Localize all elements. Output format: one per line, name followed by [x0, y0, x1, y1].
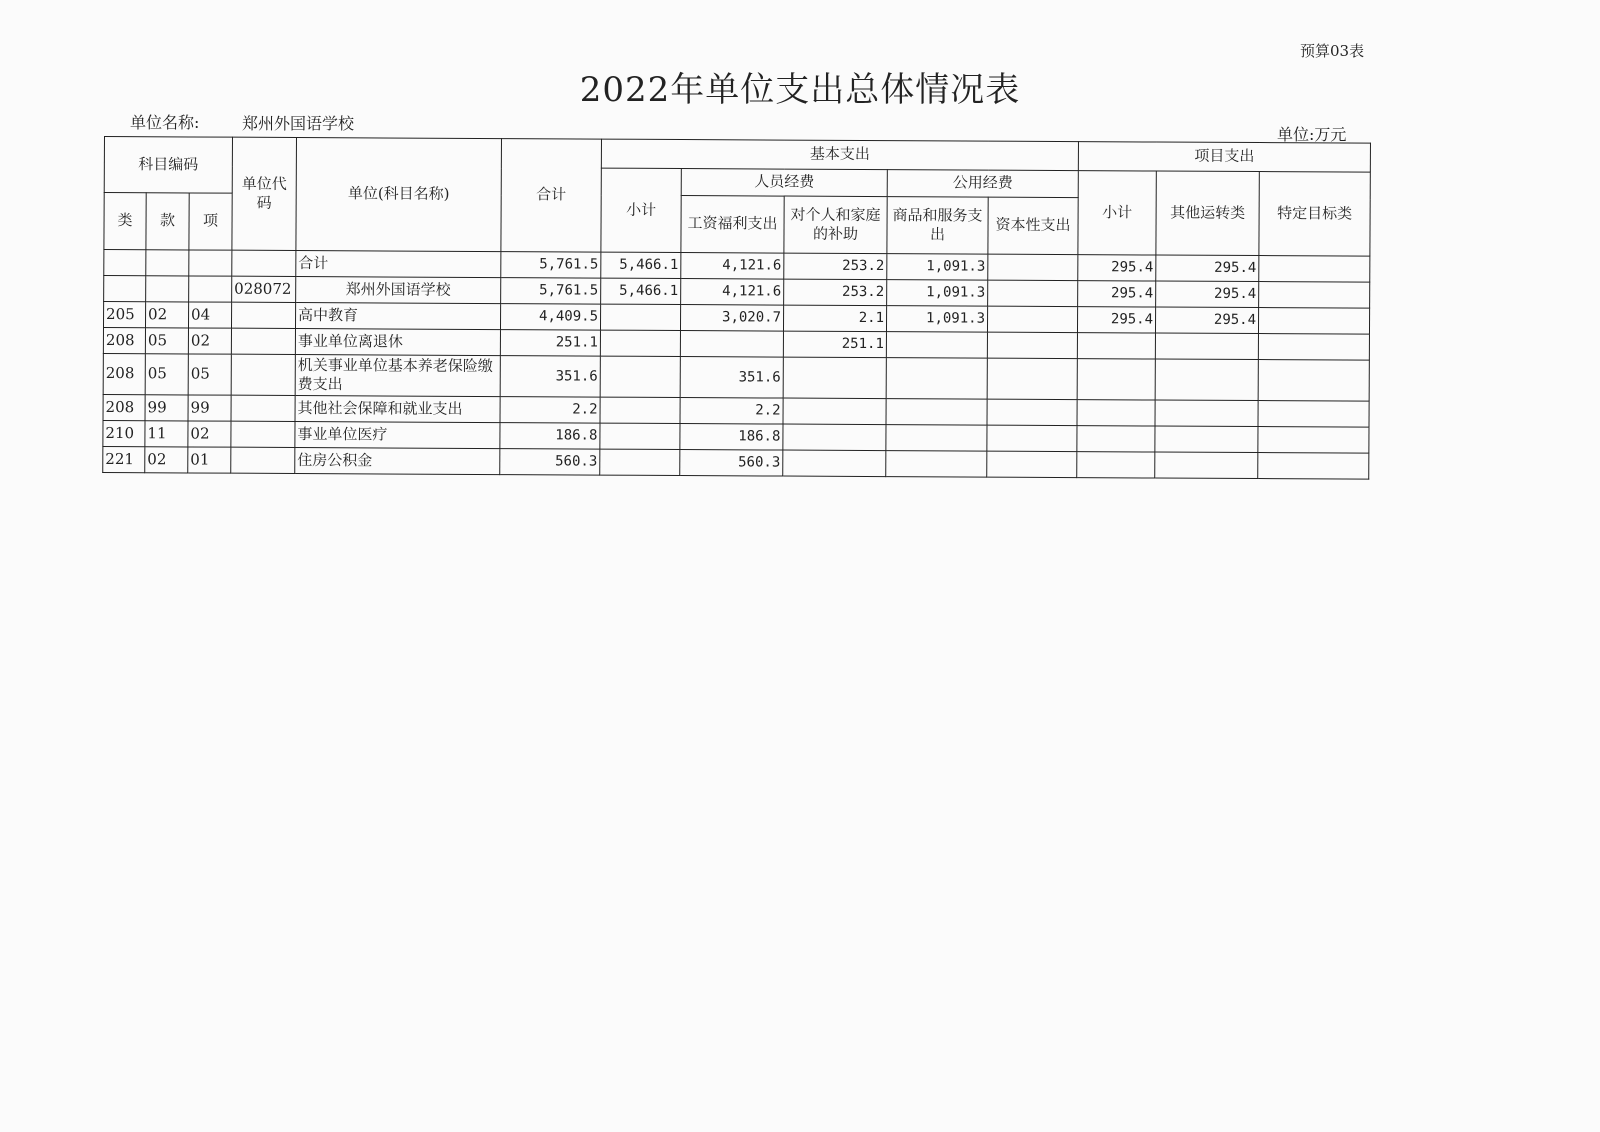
cell-name: 事业单位医疗: [295, 422, 500, 449]
cell-goods: 1,091.3: [886, 306, 987, 333]
cell-unit-code: [231, 421, 295, 447]
table-row: [103, 446, 1369, 479]
cell-special: [1258, 360, 1369, 402]
page-title: 2022年单位支出总体情况表: [579, 70, 1021, 110]
cell-subsidy: [783, 357, 886, 399]
cell-special: [1258, 334, 1369, 361]
cell-capital: [988, 254, 1078, 280]
cell-kuan: 11: [145, 421, 188, 447]
cell-xiang: 99: [188, 395, 231, 421]
form-code: 预算03表: [1300, 42, 1365, 60]
cell-total: 351.6: [500, 356, 600, 398]
cell-salary: 3,020.7: [680, 305, 783, 332]
col-project: 项目支出: [1078, 142, 1370, 173]
cell-kuan: [146, 276, 189, 302]
col-unit-subject-name: 单位(科目名称): [296, 138, 502, 252]
cell-project-subtotal: [1077, 426, 1155, 452]
cell-subsidy: [783, 424, 886, 451]
cell-basic-subtotal: [600, 330, 680, 356]
col-unit-code: 单位代码: [232, 137, 297, 250]
cell-kuan: 02: [145, 447, 188, 473]
col-total: 合计: [501, 139, 602, 253]
cell-other-transfer: [1155, 426, 1258, 453]
cell-basic-subtotal: [600, 356, 680, 397]
cell-xiang: 02: [188, 328, 231, 354]
cell-basic-subtotal: [600, 304, 680, 330]
cell-total: 5,761.5: [501, 278, 601, 305]
cell-capital: [987, 306, 1077, 332]
cell-project-subtotal: [1077, 333, 1155, 359]
cell-goods: 1,091.3: [887, 254, 988, 281]
cell-name: 住房公积金: [295, 448, 500, 475]
col-capital: 资本性支出: [988, 197, 1078, 254]
cell-total: 186.8: [500, 423, 600, 450]
cell-lei: 221: [103, 446, 145, 472]
cell-total: 4,409.5: [500, 304, 600, 331]
cell-other-transfer: 295.4: [1155, 307, 1258, 334]
cell-name: 高中教育: [295, 303, 500, 330]
cell-subsidy: 251.1: [783, 331, 886, 358]
cell-total: 251.1: [500, 330, 600, 357]
cell-xiang: 04: [188, 302, 231, 328]
cell-capital: [987, 332, 1077, 358]
cell-salary: 560.3: [680, 450, 783, 477]
col-xiang: 项: [189, 193, 232, 250]
cell-unit-code: [231, 328, 295, 354]
col-other-transfer: 其他运转类: [1156, 171, 1259, 256]
cell-name: 机关事业单位基本养老保险缴费支出: [295, 355, 500, 397]
cell-goods: [886, 425, 987, 452]
cell-project-subtotal: [1077, 400, 1155, 426]
cell-project-subtotal: [1077, 359, 1155, 400]
cell-special: [1258, 453, 1369, 480]
cell-special: [1258, 427, 1369, 454]
cell-lei: 208: [103, 353, 145, 394]
cell-salary: 186.8: [680, 424, 783, 451]
col-basic-subtotal: 小计: [601, 168, 681, 252]
cell-salary: 351.6: [680, 357, 783, 399]
cell-salary: [680, 331, 783, 358]
cell-kuan: 05: [145, 354, 188, 395]
cell-name: 郑州外国语学校: [296, 277, 501, 304]
cell-lei: 208: [103, 328, 145, 354]
cell-other-transfer: [1155, 359, 1258, 401]
cell-name: 合计: [296, 251, 501, 278]
col-personnel: 人员经费: [681, 169, 887, 197]
cell-basic-subtotal: 5,466.1: [601, 278, 681, 304]
cell-basic-subtotal: 5,466.1: [601, 252, 681, 278]
cell-capital: [988, 280, 1078, 306]
cell-other-transfer: 295.4: [1156, 255, 1259, 282]
cell-xiang: 02: [188, 421, 231, 447]
cell-special: [1259, 282, 1370, 309]
col-project-subtotal: 小计: [1078, 171, 1156, 255]
cell-subsidy: 253.2: [784, 253, 887, 280]
cell-basic-subtotal: [600, 397, 680, 423]
cell-project-subtotal: 295.4: [1077, 307, 1155, 333]
cell-other-transfer: [1155, 452, 1258, 479]
cell-basic-subtotal: [600, 423, 680, 449]
cell-subsidy: 2.1: [783, 305, 886, 332]
col-subject-code: 科目编码: [104, 137, 232, 194]
cell-goods: [886, 399, 987, 426]
unit-measure: 单位:万元: [1277, 125, 1347, 144]
cell-goods: [886, 358, 987, 400]
cell-kuan: 02: [145, 302, 188, 328]
cell-unit-code: 028072: [232, 276, 296, 302]
cell-salary: 2.2: [680, 398, 783, 425]
cell-basic-subtotal: [600, 449, 680, 475]
cell-lei: [104, 276, 146, 302]
cell-unit-code: [231, 447, 295, 473]
cell-lei: 210: [103, 420, 145, 446]
cell-xiang: [189, 276, 232, 302]
cell-special: [1258, 308, 1369, 335]
cell-unit-code: [231, 354, 295, 395]
col-lei: 类: [104, 193, 146, 250]
unit-name-label: 单位名称:: [130, 113, 200, 132]
cell-lei: 208: [103, 394, 145, 420]
cell-xiang: 05: [188, 354, 231, 395]
cell-goods: [886, 332, 987, 359]
cell-capital: [987, 425, 1077, 451]
col-kuan: 款: [146, 193, 189, 250]
col-goods: 商品和服务支出: [887, 197, 988, 255]
budget-table: [102, 136, 1371, 480]
unit-name-value: 郑州外国语学校: [242, 114, 355, 133]
cell-capital: [987, 358, 1077, 399]
cell-other-transfer: 295.4: [1156, 281, 1259, 308]
cell-total: 2.2: [500, 397, 600, 424]
cell-salary: 4,121.6: [681, 253, 784, 280]
col-special: 特定目标类: [1259, 172, 1370, 257]
cell-xiang: [189, 250, 232, 276]
col-basic: 基本支出: [601, 139, 1078, 170]
cell-capital: [987, 399, 1077, 425]
cell-total: 560.3: [500, 449, 600, 476]
cell-subsidy: [783, 398, 886, 425]
cell-subsidy: [783, 450, 886, 477]
cell-kuan: [146, 250, 189, 276]
cell-lei: [104, 250, 146, 276]
col-public: 公用经费: [887, 170, 1078, 198]
cell-kuan: 05: [145, 328, 188, 354]
cell-other-transfer: [1155, 400, 1258, 427]
cell-project-subtotal: 295.4: [1078, 255, 1156, 281]
cell-special: [1258, 401, 1369, 428]
cell-unit-code: [232, 250, 296, 276]
cell-total: 5,761.5: [501, 252, 601, 279]
cell-salary: 4,121.6: [681, 279, 784, 306]
cell-project-subtotal: [1077, 452, 1155, 478]
cell-subsidy: 253.2: [784, 279, 887, 306]
cell-special: [1259, 256, 1370, 283]
cell-lei: 205: [103, 302, 145, 328]
cell-unit-code: [231, 395, 295, 421]
cell-kuan: 99: [145, 395, 188, 421]
table-row: [103, 353, 1369, 401]
col-salary: 工资福利支出: [681, 196, 784, 254]
cell-capital: [987, 451, 1077, 477]
cell-project-subtotal: 295.4: [1078, 281, 1156, 307]
cell-name: 其他社会保障和就业支出: [295, 396, 500, 423]
col-subsidy: 对个人和家庭的补助: [784, 196, 887, 254]
cell-goods: 1,091.3: [887, 280, 988, 307]
cell-name: 事业单位离退休: [295, 329, 500, 356]
cell-goods: [886, 451, 987, 478]
cell-other-transfer: [1155, 333, 1258, 360]
cell-unit-code: [231, 302, 295, 328]
cell-xiang: 01: [188, 447, 231, 473]
